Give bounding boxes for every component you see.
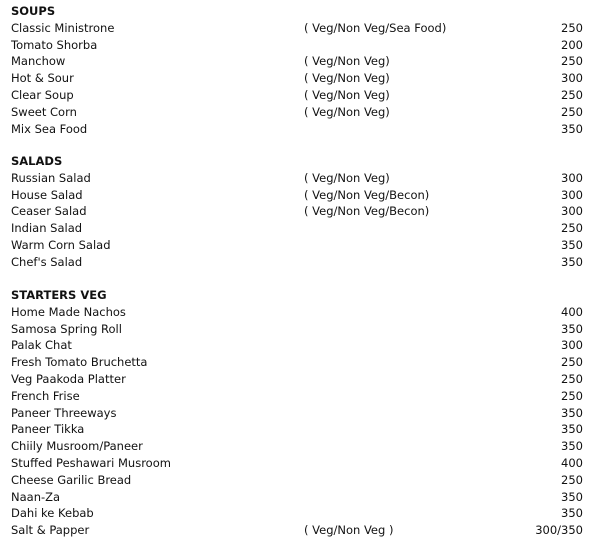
item-price: 200 xyxy=(561,37,583,52)
item-name: Chef's Salad xyxy=(11,254,83,269)
section-title: SALADS xyxy=(11,154,63,168)
menu-item xyxy=(11,203,583,220)
item-price: 300/350 xyxy=(535,523,583,538)
item-price: 350 xyxy=(561,422,583,437)
item-variant: ( Veg/Non Veg/Becon) xyxy=(304,187,430,202)
item-name: Cheese Garilic Bread xyxy=(11,472,132,487)
section-title: SOUPS xyxy=(11,4,56,18)
menu-item xyxy=(11,405,583,422)
item-variant: ( Veg/Non Veg/Becon) xyxy=(304,204,430,219)
menu-item xyxy=(11,53,583,70)
item-name: Naan-Za xyxy=(11,489,61,504)
item-price: 350 xyxy=(561,439,583,454)
menu-item xyxy=(11,321,583,338)
item-name: Indian Salad xyxy=(11,221,83,236)
item-price: 250 xyxy=(561,221,583,236)
menu-item xyxy=(11,237,583,254)
menu-item xyxy=(11,354,583,371)
menu-item xyxy=(11,187,583,204)
item-name: Salt & Papper xyxy=(11,523,90,538)
section-title: STARTERS VEG xyxy=(11,288,107,302)
item-name: Paneer Tikka xyxy=(11,422,85,437)
section-starters-veg xyxy=(11,287,583,539)
item-name: Samosa Spring Roll xyxy=(11,321,122,336)
item-price: 250 xyxy=(561,104,583,119)
item-name: Chiily Musroom/Paneer xyxy=(11,439,143,454)
item-name: French Frise xyxy=(11,388,80,403)
menu-item xyxy=(11,220,583,237)
item-name: House Salad xyxy=(11,187,83,202)
item-price: 350 xyxy=(561,506,583,521)
item-variant: ( Veg/Non Veg) xyxy=(304,104,390,119)
menu-item xyxy=(11,388,583,405)
item-price: 350 xyxy=(561,489,583,504)
item-price: 250 xyxy=(561,355,583,370)
item-name: Fresh Tomato Bruchetta xyxy=(11,355,148,370)
menu-item xyxy=(11,254,583,271)
menu-item xyxy=(11,20,583,37)
item-price: 250 xyxy=(561,54,583,69)
item-variant: ( Veg/Non Veg) xyxy=(304,87,390,102)
section-salads xyxy=(11,153,583,271)
item-price: 250 xyxy=(561,388,583,403)
item-price: 350 xyxy=(561,321,583,336)
item-name: Paneer Threeways xyxy=(11,405,117,420)
item-price: 300 xyxy=(561,187,583,202)
item-name: Veg Paakoda Platter xyxy=(11,371,126,386)
item-variant: ( Veg/Non Veg) xyxy=(304,54,390,69)
item-name: Warm Corn Salad xyxy=(11,237,111,252)
item-name: Clear Soup xyxy=(11,87,74,102)
menu-item xyxy=(11,438,583,455)
item-price: 250 xyxy=(561,371,583,386)
item-name: Stuffed Peshawari Musroom xyxy=(11,455,171,470)
menu-item xyxy=(11,87,583,104)
item-name: Hot & Sour xyxy=(11,71,74,86)
menu-item xyxy=(11,304,583,321)
menu-item xyxy=(11,455,583,472)
menu-item xyxy=(11,421,583,438)
menu-item xyxy=(11,70,583,87)
menu-item xyxy=(11,371,583,388)
menu-item xyxy=(11,505,583,522)
item-variant: ( Veg/Non Veg) xyxy=(304,71,390,86)
menu-item xyxy=(11,489,583,506)
menu-item xyxy=(11,337,583,354)
item-name: Home Made Nachos xyxy=(11,304,126,319)
item-price: 300 xyxy=(561,204,583,219)
item-variant: ( Veg/Non Veg/Sea Food) xyxy=(304,20,447,35)
item-price: 350 xyxy=(561,405,583,420)
item-price: 350 xyxy=(561,237,583,252)
item-price: 300 xyxy=(561,71,583,86)
item-name: Ceaser Salad xyxy=(11,204,87,219)
item-price: 300 xyxy=(561,170,583,185)
item-variant: ( Veg/Non Veg ) xyxy=(304,523,394,538)
item-price: 250 xyxy=(561,20,583,35)
item-name: Tomato Shorba xyxy=(11,37,98,52)
menu-item xyxy=(11,121,583,138)
item-name: Mix Sea Food xyxy=(11,121,88,136)
item-price: 250 xyxy=(561,87,583,102)
item-price: 350 xyxy=(561,121,583,136)
item-name: Palak Chat xyxy=(11,338,72,353)
item-name: Russian Salad xyxy=(11,170,91,185)
menu-item xyxy=(11,170,583,187)
item-name: Classic Ministrone xyxy=(11,20,115,35)
item-price: 400 xyxy=(561,455,583,470)
item-price: 350 xyxy=(561,254,583,269)
menu-item xyxy=(11,472,583,489)
item-name: Sweet Corn xyxy=(11,104,77,119)
item-price: 400 xyxy=(561,304,583,319)
item-name: Manchow xyxy=(11,54,66,69)
menu-item xyxy=(11,104,583,121)
item-price: 300 xyxy=(561,338,583,353)
item-variant: ( Veg/Non Veg) xyxy=(304,170,390,185)
menu-item xyxy=(11,522,583,539)
item-name: Dahi ke Kebab xyxy=(11,506,94,521)
item-price: 250 xyxy=(561,472,583,487)
section-soups xyxy=(11,3,583,137)
menu-item xyxy=(11,37,583,54)
